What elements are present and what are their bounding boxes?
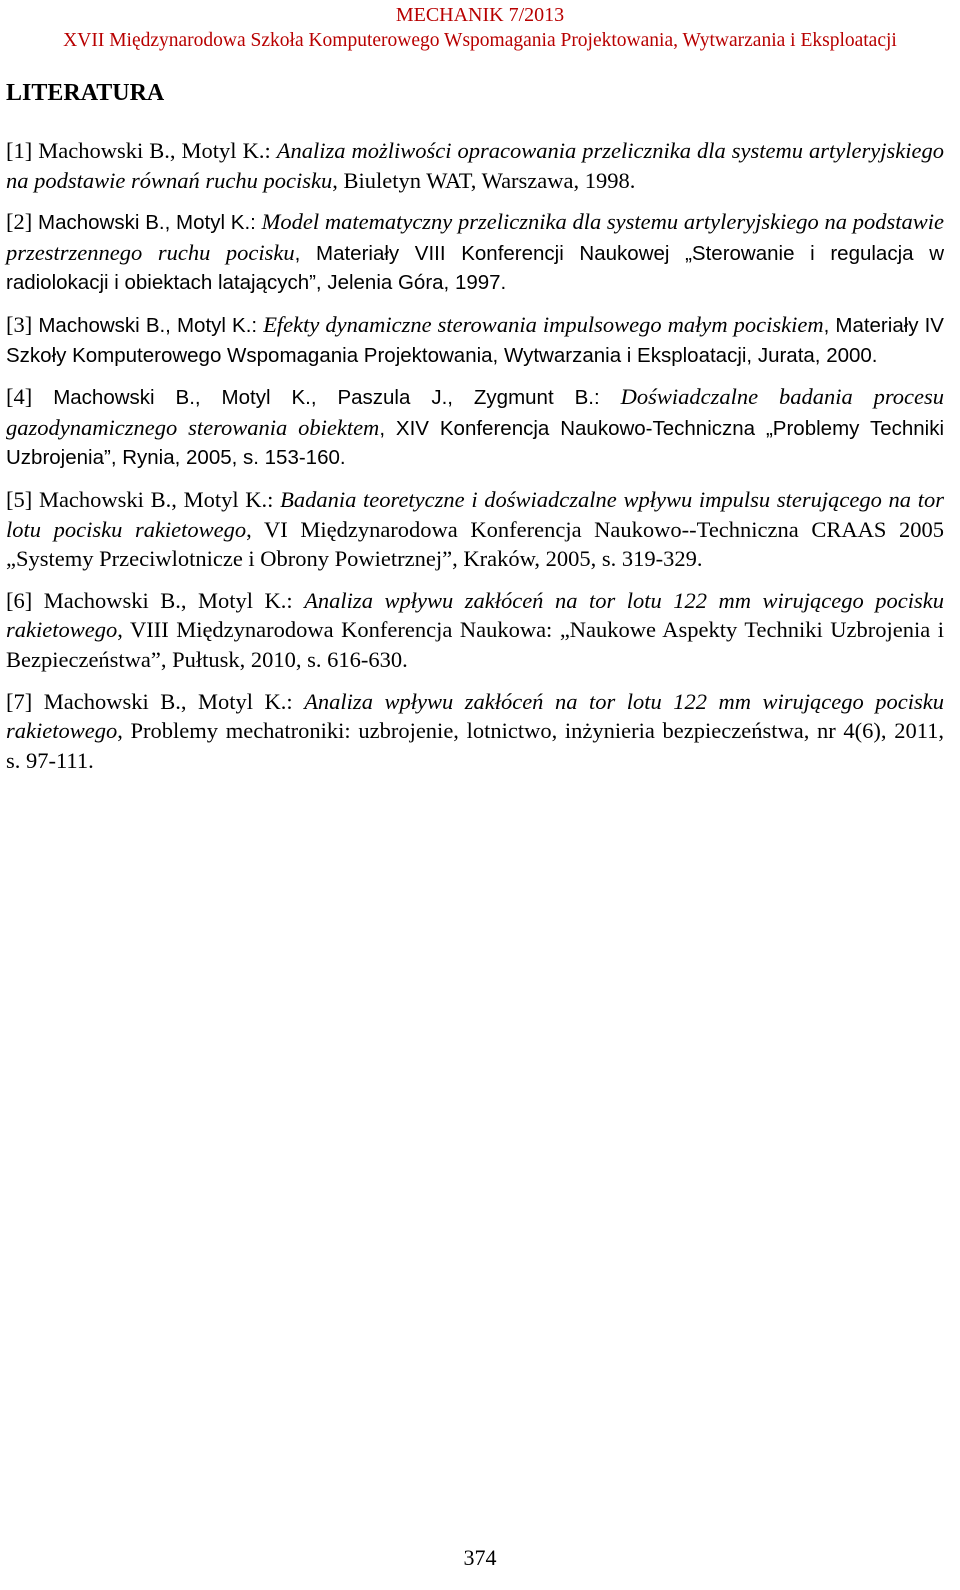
page-number: 374 (463, 1545, 497, 1570)
reference-source: , Materiały IV Szkoły Komputerowego Wspomagania Projektowania, Wytwarzania i Eksploatacji, Jurata, 2000. (6, 313, 944, 367)
reference-title: Model matematyczny przelicznika dla systemu artyleryjskiego na podstawie przestrzennego ruchu pocisku (6, 209, 944, 265)
reference-item (6, 586, 944, 675)
reference-authors: Machowski B., Motyl K.: (32, 138, 277, 163)
reference-item (6, 207, 944, 298)
reference-number: [4] (6, 384, 33, 410)
reference-authors: Machowski B., Motyl K.: (32, 486, 281, 512)
reference-item (6, 485, 944, 574)
reference-title: Analiza wpływu zakłóceń na tor lotu 122 mm wirującego pocisku rakietowego (6, 688, 944, 744)
reference-number: [6] (6, 587, 33, 613)
reference-number: [3] (6, 311, 33, 337)
reference-authors: Machowski B., Motyl K.: (32, 313, 264, 337)
reference-source: , XIV Konferencja Naukowo-Techniczna „Problemy Techniki Uzbrojenia”, Rynia, 2005, s. 153-160. (6, 416, 945, 470)
reference-authors: Machowski B., Motyl K.: (32, 211, 262, 235)
reference-source: , VI Międzynarodowa Konferencja Naukowo--Techniczna CRAAS 2005 „Systemy Przeciwlotnicze i Obrony Powietrznej”, Kraków, 2005, s. 319-329. (6, 516, 944, 572)
reference-source: , VIII Międzynarodowa Konferencja Naukowa: „Naukowe Aspekty Techniki Uzbrojenia i Bezpieczeństwa”, Pułtusk, 2010, s. 616-630. (6, 617, 944, 672)
reference-title: Analiza możliwości opracowania przelicznika dla systemu artyleryjskiego na podstawie równań ruchu pocisku (6, 138, 944, 193)
reference-item (6, 382, 944, 473)
running-header (0, 3, 960, 53)
reference-source: , Problemy mechatroniki: uzbrojenie, lotnictwo, inżynieria bezpieczeństwa, nr 4(6), 2011, s. 97-111. (6, 718, 944, 773)
reference-authors: Machowski B., Motyl K., Paszula J., Zygmunt B.: (32, 386, 621, 410)
reference-authors: Machowski B., Motyl K.: (32, 688, 305, 714)
reference-title: Efekty dynamiczne sterowania impulsowego małym pociskiem (263, 311, 824, 337)
journal-title: MECHANIK 7/2013 (395, 4, 565, 26)
reference-number: [1] (6, 138, 33, 163)
reference-list (6, 136, 944, 787)
reference-title: Analiza wpływu zakłóceń na tor lotu 122 mm wirującego pocisku rakietowego (6, 587, 944, 643)
section-title: LITERATURA (6, 80, 165, 106)
reference-item (6, 136, 944, 195)
reference-title: Doświadczalne badania procesu gazodynamicznego sterowania obiektem (6, 384, 944, 440)
reference-title: Badania teoretyczne i doświadczalne wpływu impulsu sterującego na tor lotu pocisku rakietowego (6, 486, 944, 542)
reference-number: [2] (6, 209, 33, 235)
reference-number: [5] (6, 486, 33, 512)
reference-item (6, 687, 944, 776)
reference-number: [7] (6, 688, 33, 714)
reference-source: , Materiały VIII Konferencji Naukowej „Sterowanie i regulacja w radiolokacji i obiektach latających”, Jelenia Góra, 1997. (6, 241, 944, 295)
reference-authors: Machowski B., Motyl K.: (32, 587, 305, 613)
conference-title: XVII Międzynarodowa Szkoła Komputerowego Wspomagania Projektowania, Wytwarzania i Eksploatacji (63, 30, 897, 51)
reference-source: , Biuletyn WAT, Warszawa, 1998. (332, 167, 636, 193)
reference-item (6, 310, 944, 370)
